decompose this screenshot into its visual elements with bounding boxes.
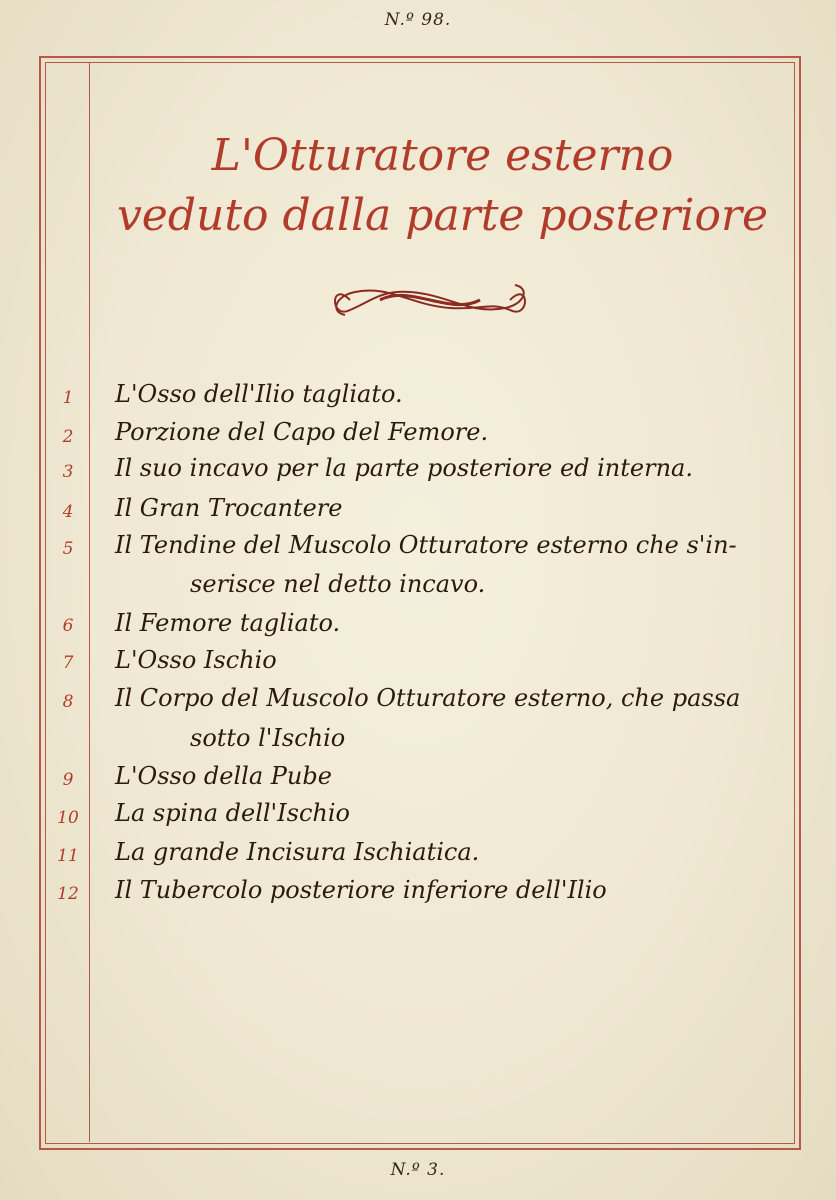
- folio-number-top: N.º 98.: [384, 10, 452, 30]
- entry-text: L'Osso della Pube: [115, 762, 332, 790]
- entry-number: 3: [62, 462, 74, 482]
- entry-number: 1: [62, 388, 74, 408]
- entry-text: Il Femore tagliato.: [115, 609, 341, 637]
- entry-text: La grande Incisura Ischiatica.: [115, 838, 480, 866]
- title-line-2: veduto dalla parte posteriore: [116, 190, 769, 241]
- entry-number: 2: [62, 427, 74, 447]
- entry-continuation-text: serisce nel detto incavo.: [190, 570, 486, 598]
- folio-number-bottom: N.º 3.: [390, 1160, 446, 1180]
- ornamental-flourish-icon: [320, 270, 540, 330]
- entry-text: Il Gran Trocantere: [115, 494, 343, 522]
- title-line-1: L'Otturatore esterno: [211, 130, 674, 181]
- entry-text: Il suo incavo per la parte posteriore ed interna.: [115, 454, 693, 482]
- entry-text: L'Osso dell'Ilio tagliato.: [115, 380, 403, 408]
- entry-number: 9: [62, 770, 74, 790]
- entry-number: 6: [62, 616, 74, 636]
- entry-number: 8: [62, 692, 74, 712]
- entry-text: Il Corpo del Muscolo Otturatore esterno, che passa: [115, 684, 741, 712]
- entry-text: Il Tendine del Muscolo Otturatore esterno che s'in-: [115, 531, 737, 559]
- entry-text: La spina dell'Ischio: [115, 799, 350, 827]
- entry-text: Il Tubercolo posteriore inferiore dell'Ilio: [115, 876, 607, 904]
- entry-number: 7: [62, 653, 74, 673]
- entry-number: 4: [62, 502, 74, 522]
- entry-number: 10: [57, 808, 79, 828]
- entry-text: L'Osso Ischio: [115, 646, 277, 674]
- entry-continuation-text: sotto l'Ischio: [190, 724, 346, 752]
- entry-number: 12: [57, 884, 79, 904]
- entry-number: 5: [62, 539, 74, 559]
- entry-number: 11: [57, 846, 79, 866]
- entry-text: Porzione del Capo del Femore.: [115, 418, 489, 446]
